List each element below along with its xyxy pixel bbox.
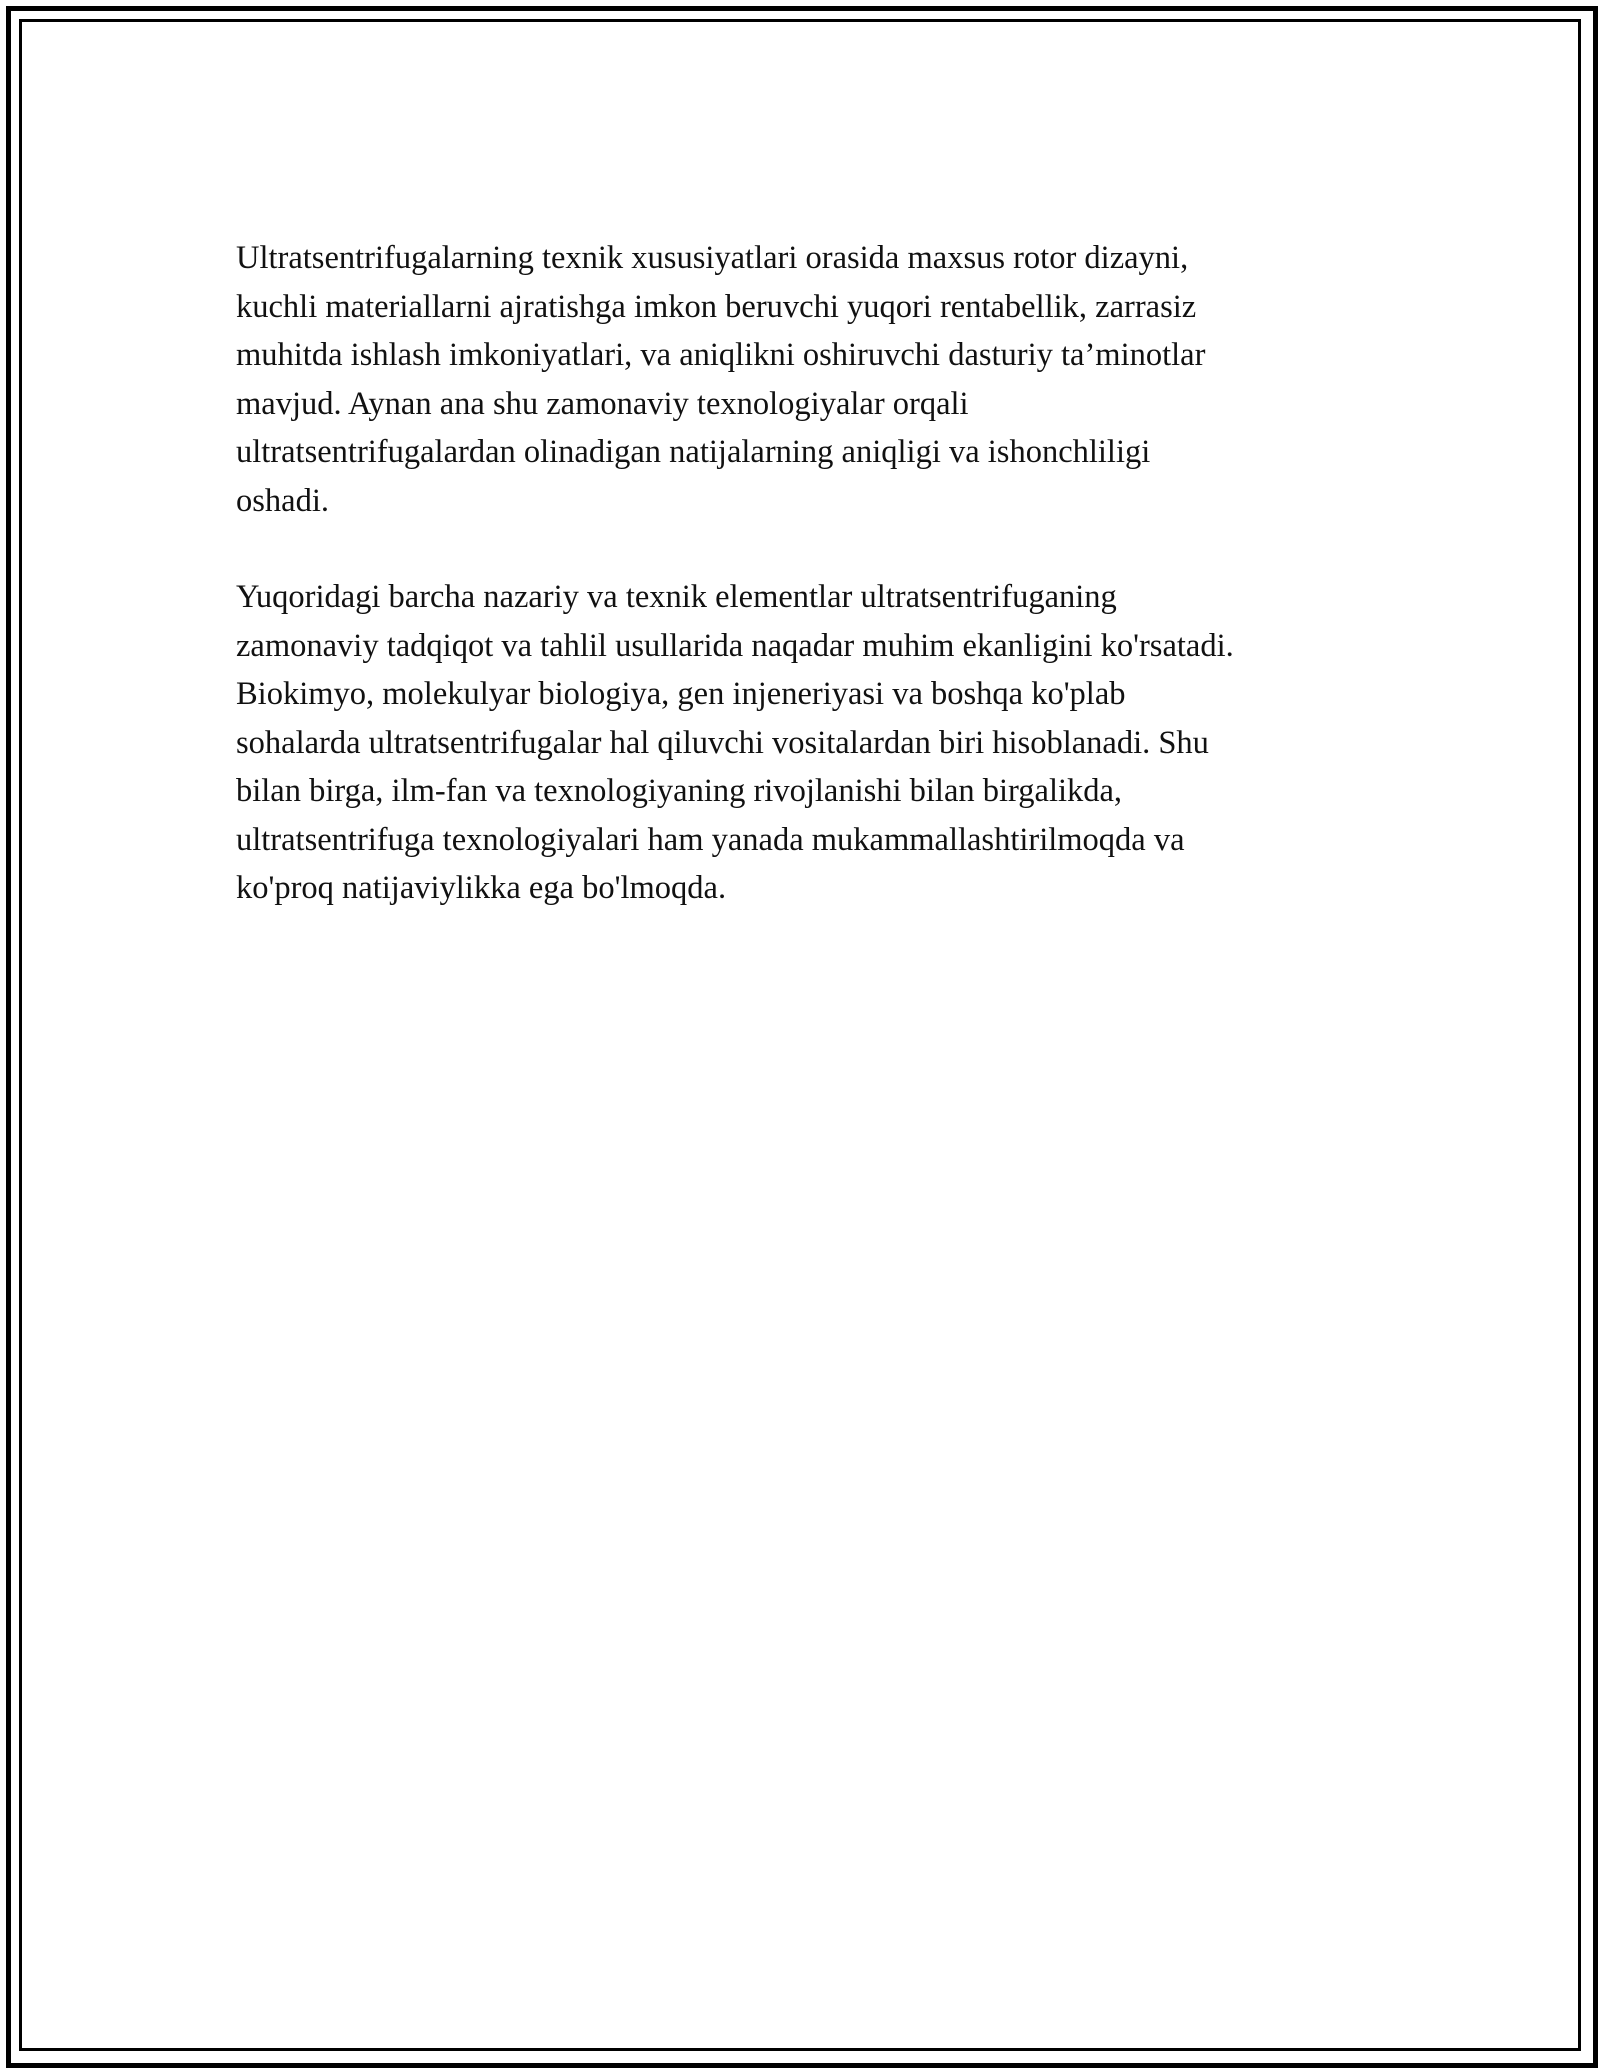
document-body (236, 234, 1376, 961)
paragraph-line: sohalarda ultratsentrifugalar hal qiluvchi vositalardan biri hisoblanadi. Shu (236, 724, 1209, 761)
paragraph-2 (236, 573, 1376, 913)
paragraph-line: ultratsentrifugalardan olinadigan natijalarning aniqligi va ishonchliligi (236, 434, 1151, 470)
paragraph-line: Ultratsentrifugalarning texnik xususiyatlari orasida maxsus rotor dizayni, (236, 240, 1189, 276)
paragraph-line: mavjud. Aynan ana shu zamonaviy texnologiyalar orqali (236, 385, 969, 422)
paragraph-line: zamonaviy tadqiqot va tahlil usullarida naqadar muhim ekanligini ko'rsatadi. (236, 627, 1234, 664)
paragraph-line: kuchli materiallarni ajratishga imkon beruvchi yuqori rentabellik, zarrasiz (236, 288, 1197, 325)
paragraph-line: ko'proq natijaviylikka ega bo'lmoqda. (236, 870, 727, 906)
paragraph-line: ultratsentrifuga texnologiyalari ham yanada mukammallashtirilmoqda va (236, 821, 1185, 858)
paragraph-line: Biokimyo, molekulyar biologiya, gen injeneriyasi va boshqa ko'plab (236, 676, 1126, 712)
paragraph-line: oshadi. (236, 482, 329, 519)
paragraph-line: Yuqoridagi barcha nazariy va texnik elementlar ultratsentrifuganing (236, 579, 1117, 615)
paragraph-1 (236, 234, 1376, 525)
paragraph-line: bilan birga, ilm-fan va texnologiyaning rivojlanishi bilan birgalikda, (236, 773, 1123, 809)
paragraph-line: muhitda ishlash imkoniyatlari, va aniqlikni oshiruvchi dasturiy ta’minotlar (236, 337, 1206, 373)
